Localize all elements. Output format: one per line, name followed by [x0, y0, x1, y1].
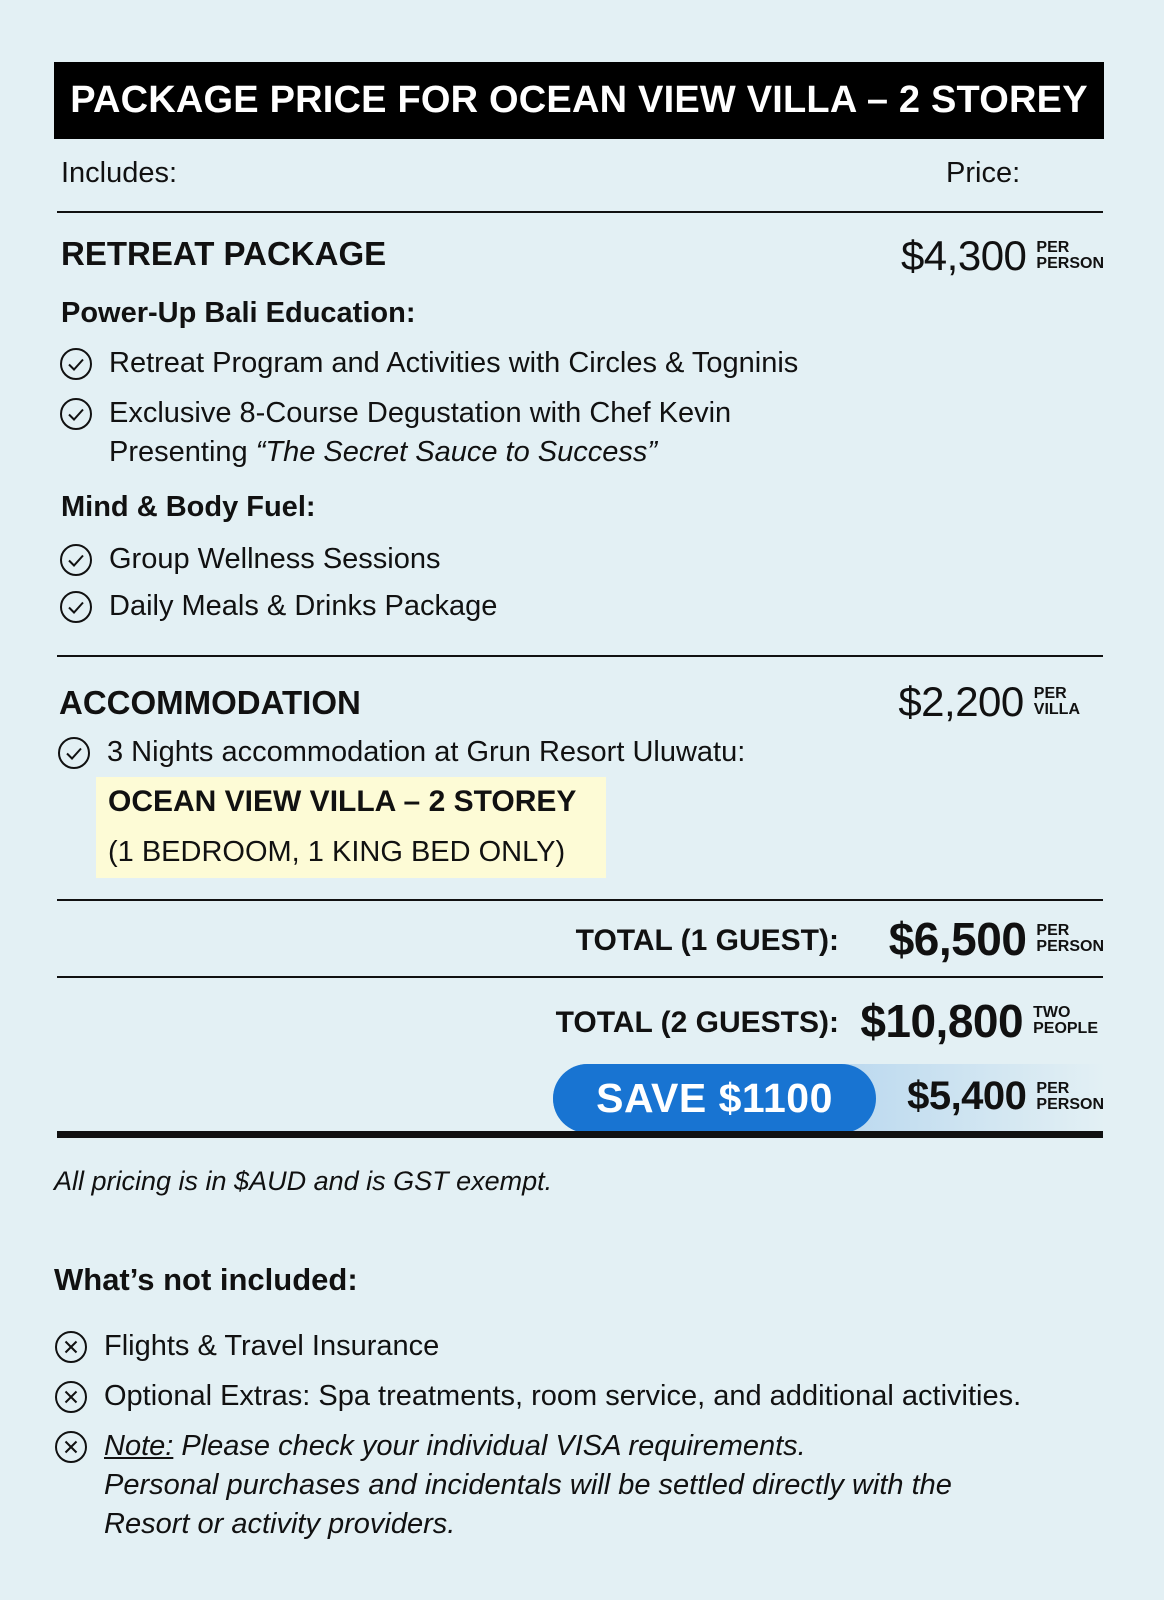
not-included-title: What’s not included: — [54, 1262, 358, 1297]
page-title-banner — [54, 62, 1104, 139]
unit-top: PER — [1033, 685, 1067, 702]
divider — [57, 976, 1103, 978]
accommodation-price-amount: $2,200 — [898, 678, 1024, 725]
total-two-guests-amount: $10,800 — [860, 995, 1024, 1047]
accommodation-price — [898, 678, 1080, 726]
list-item-label: Daily Meals & Drinks Package — [109, 590, 498, 622]
list-item-label-line2 — [109, 433, 731, 472]
x-circle-icon — [54, 1380, 88, 1414]
save-badge — [553, 1064, 876, 1133]
total-one-guest-amount: $6,500 — [888, 913, 1027, 965]
price-header: Price: — [946, 157, 1021, 189]
list-item-label: Flights & Travel Insurance — [104, 1330, 440, 1362]
total-one-guest-price — [889, 912, 1104, 966]
check-circle-icon — [59, 397, 93, 431]
thick-divider — [57, 1131, 1103, 1138]
unit-bottom: PERSON — [1036, 1095, 1104, 1113]
check-circle-icon — [59, 347, 93, 381]
note-line3: Resort or activity providers. — [104, 1508, 456, 1540]
retreat-price-unit — [1036, 240, 1104, 272]
save-per-person-unit — [1036, 1081, 1104, 1113]
divider — [57, 211, 1103, 213]
list-item-label: Group Wellness Sessions — [109, 543, 441, 575]
x-circle-icon — [54, 1330, 88, 1364]
unit-bottom: PERSON — [1036, 255, 1104, 272]
villa-name: OCEAN VIEW VILLA – 2 STOREY — [108, 785, 577, 818]
list-item — [59, 587, 497, 626]
education-title: Power-Up Bali Education: — [61, 297, 416, 329]
total-two-guests-price — [860, 994, 1098, 1048]
divider — [57, 655, 1103, 657]
accommodation-title: ACCOMMODATION — [59, 684, 361, 721]
retreat-package-title: RETREAT PACKAGE — [61, 235, 387, 272]
note-label: Note: — [104, 1430, 174, 1462]
note-line1: Please check your individual VISA requirements. — [173, 1430, 806, 1462]
talk-title: “The Secret Sauce to Success” — [255, 436, 658, 468]
list-item-label: Exclusive 8-Course Degustation with Chef Kevin — [109, 397, 732, 429]
total-two-guests-unit — [1033, 1005, 1098, 1037]
check-circle-icon — [57, 736, 91, 770]
note-text — [104, 1427, 952, 1544]
check-circle-icon — [59, 543, 93, 577]
accommodation-price-unit — [1034, 686, 1080, 718]
total-one-guest-unit — [1036, 923, 1104, 955]
fuel-title: Mind & Body Fuel: — [61, 491, 316, 523]
includes-header: Includes: — [61, 157, 178, 189]
list-item — [59, 344, 798, 383]
save-per-person-price — [907, 1074, 1104, 1119]
total-two-guests-label: TOTAL (2 GUESTS): — [555, 1006, 839, 1039]
list-item-label: Retreat Program and Activities with Circles & Togninis — [109, 347, 799, 379]
list-item — [57, 733, 745, 772]
divider — [57, 899, 1103, 901]
unit-bottom: PERSON — [1036, 938, 1104, 955]
unit-top: TWO — [1033, 1004, 1071, 1021]
check-circle-icon — [59, 590, 93, 624]
unit-bottom: PEOPLE — [1033, 1020, 1098, 1037]
total-one-guest-label: TOTAL (1 GUEST): — [575, 924, 839, 957]
list-item — [59, 394, 731, 472]
list-item-label: 3 Nights accommodation at Grun Resort Uluwatu: — [107, 736, 746, 768]
unit-top: PER — [1036, 1079, 1070, 1097]
save-label: SAVE $1100 — [596, 1075, 833, 1121]
x-circle-icon — [54, 1430, 88, 1464]
save-per-person-amount: $5,400 — [907, 1074, 1027, 1118]
retreat-price — [901, 232, 1104, 280]
villa-detail: (1 BEDROOM, 1 KING BED ONLY) — [108, 836, 566, 868]
list-item — [54, 1427, 952, 1544]
unit-top: PER — [1036, 922, 1070, 939]
list-item — [54, 1377, 1021, 1416]
list-item — [54, 1327, 439, 1366]
unit-bottom: VILLA — [1033, 701, 1080, 718]
list-item — [59, 540, 441, 579]
list-item-label: Optional Extras: Spa treatments, room service, and additional activities. — [104, 1380, 1022, 1412]
list-item-text — [109, 394, 731, 472]
presenting-text: Presenting — [109, 436, 256, 468]
retreat-price-amount: $4,300 — [900, 232, 1027, 279]
pricing-note: All pricing is in $AUD and is GST exempt. — [54, 1166, 553, 1196]
unit-top: PER — [1036, 239, 1070, 256]
page-title: PACKAGE PRICE FOR OCEAN VIEW VILLA – 2 STOREY — [70, 79, 1088, 121]
note-line2: Personal purchases and incidentals will be settled directly with the — [104, 1469, 952, 1501]
